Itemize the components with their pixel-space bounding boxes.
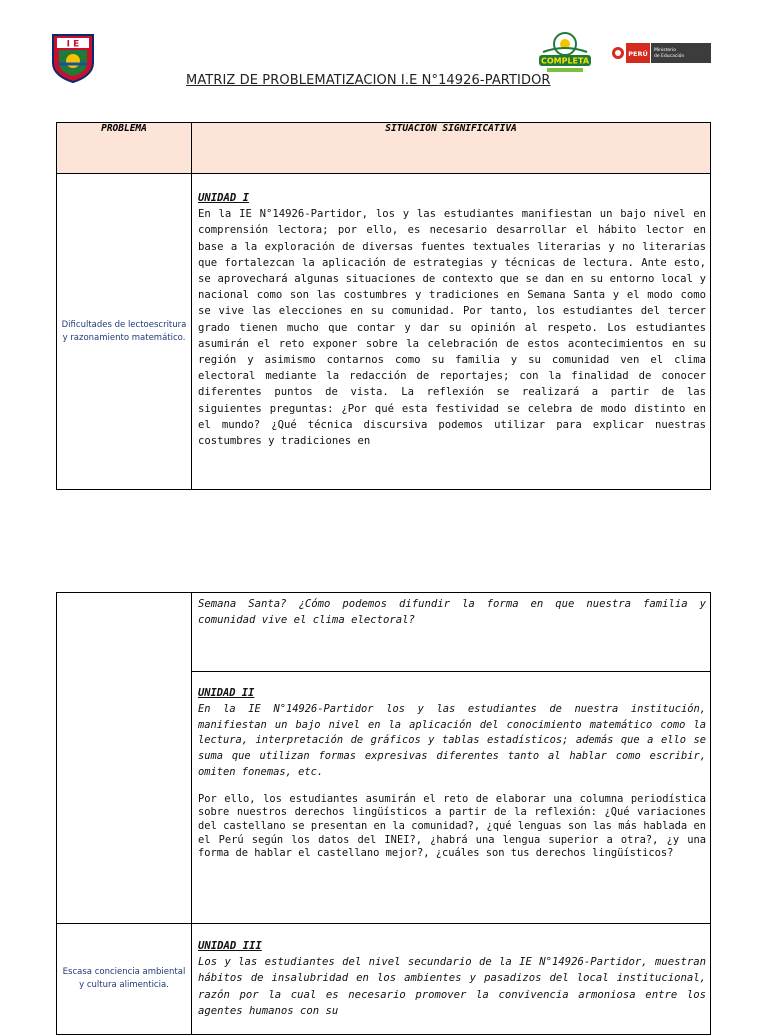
situation-cell [192,174,711,490]
situation-cell [192,924,711,1035]
table-row [57,593,711,672]
problem-cell [57,924,192,1035]
svg-text:PERÚ: PERÚ [628,50,648,58]
unit-paragraph: En la IE N°14926-Partidor, los y las estudiantes manifiestan un bajo nivel en comprensión lectora; por ello, es necesario desarrollar el hábito lector en base a la exploración de diversas fuentes textuales literarias y no literarias que fortalezcan la aplicación de estrategias y técnicas de lectura. Ante esto, se aprovechará algunas situaciones de contexto que se dan en su entorno local y nacional como son las costumbres y tradiciones en Semana Santa y el modo como se vive las elecciones en su comunidad. Por tanto, los estudiantes del tercer grado tienen mucho que contar y dar su opinión al respeto. Los estudiantes asumirán el reto exponer sobre la celebración de estos acontecimientos en su región y asimismo contarnos como su familia y su comunidad ven el clima electoral mediante la redacción de reportajes; con la finalidad de conocer diferentes puntos de vista. La reflexión se realizará a partir de las siguientes preguntas: ¿Por qué esta festividad se celebra de modo distinto en el mundo? ¿Qué técnica discursiva podemos utilizar para explicar nuestras costumbres y tradiciones en [198,208,706,448]
problem-cell [57,174,192,490]
problematization-table-continued [56,592,711,1035]
column-header-situation: SITUACION SIGNIFICATIVA [192,123,711,174]
document-title: MATRIZ DE PROBLEMATIZACION I.E N°14926-PARTIDOR [186,73,551,88]
unit-paragraph: Por ello, los estudiantes asumirán el reto de elaborar una columna periodística sobre nuestros derechos lingüísticos a partir de la reflexión: ¿Qué variaciones del castellano se presentan en la comunidad?, ¿qué lenguas son las más hablada en el Perú según los datos del INEI?, ¿habrá una lengua superior a otra?, ¿y una forma de hablar el castellano mejor?, ¿cuáles son tus derechos lingüísticos? [198,792,706,860]
column-header-problem: PROBLEMA [57,123,192,174]
problem-text: Escasa conciencia ambiental y cultura alimenticia. [62,967,186,990]
unit-paragraph: Semana Santa? ¿Cómo podemos difundir la forma en que nuestra familia y comunidad vive el clima electoral? [198,598,706,627]
peru-ministry-logo [611,42,711,64]
problem-text: Dificultades de lectoescritura y razonamiento matemático. [61,319,187,343]
situation-cell [192,593,711,672]
svg-text:Ministerio: Ministerio [654,48,676,53]
problem-cell-empty [57,593,192,924]
unit-title: UNIDAD II [198,687,255,699]
unit-title: UNIDAD III [198,940,262,952]
table-row [57,924,711,1035]
jornada-escolar-completa-logo [535,30,595,74]
unit-title: UNIDAD I [198,192,250,204]
svg-text:de Educación: de Educación [654,54,685,59]
unit-paragraph: Los y las estudiantes del nivel secundario de la IE N°14926-Partidor, muestran hábitos de insalubridad en los ambientes y pasadizos del local institucional, razón por la cual es necesario promover la convivencia armoniosa entre los agentes humanos con su [198,956,706,1017]
situation-cell [192,672,711,924]
table-header-row [57,123,711,174]
svg-text:I E: I E [66,39,80,50]
unit-paragraph: En la IE N°14926-Partidor los y las estudiantes de nuestra institución, manifiestan un bajo nivel en la aplicación del conocimiento matemático como la lectura, interpretación de gráficos y tablas estadísticos; además que a ello se suma que utilizan formas expresivas diferentes tanto al hablar como escribir, omiten fonemas, etc. [198,702,706,778]
problematization-table [56,122,711,490]
school-crest-logo [50,33,96,83]
svg-text:COMPLETA: COMPLETA [540,56,590,66]
table-row [57,174,711,490]
